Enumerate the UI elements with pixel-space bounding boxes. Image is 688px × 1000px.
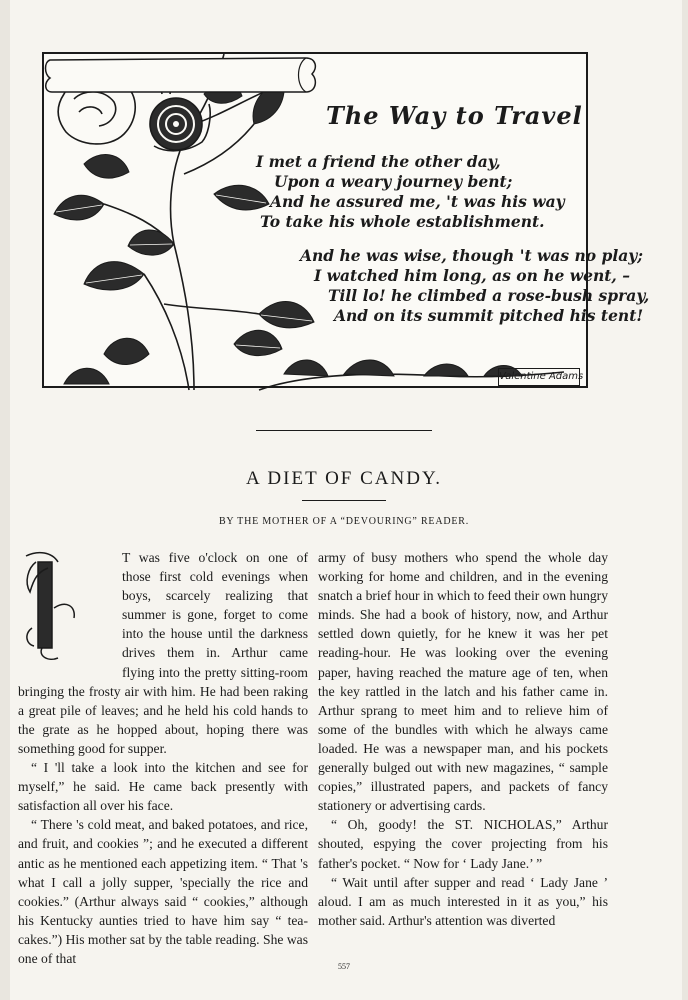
text-column-right (318, 548, 608, 930)
poem-title: The Way to Travel (326, 101, 583, 130)
title-underline (302, 500, 386, 501)
verse-line: To take his whole establishment. (260, 212, 545, 231)
verse-line: I watched him long, as on he went, – (314, 266, 630, 285)
verse-line: I met a friend the other day, (256, 152, 501, 171)
paragraph: “ Wait until after supper and read ‘ Lady Jane ’ aloud. I am as much interested in it as you,” his mother said. Arthur's attention was diverted (318, 874, 608, 928)
verse-line: And he assured me, 't was his way (270, 192, 565, 211)
verse-line: Till lo! he climbed a rose-bush spray, (328, 286, 650, 305)
page-edge-left (0, 0, 10, 1000)
artist-signature: Valentine Adams (498, 368, 580, 386)
paragraph: army of busy mothers who spend the whole day working for home and children, and in the evening snatch a brief hour in which to feed their own hungry minds. She had a book of history, now, and Arthur settled down quietly, for he knew it was her pet reading-hour. He was looking over the evening paper, having reached the mature age of ten, when the key rattled in the latch and his father came in. Arthur sprang to meet him and to relieve him of some of the bundles with which he always came loaded. He was a newspaper man, and his pockets generally bulged out with new magazines, “ sample copies,” illustrated papers, and packets of fancy stationery or advertising cards. (318, 550, 608, 814)
page-edge-right (682, 0, 688, 1000)
poem-verse (244, 152, 650, 326)
article-title: A DIET OF CANDY. (246, 468, 442, 489)
poem-illustration (42, 52, 650, 388)
paragraph: “ There 's cold meat, and baked potatoes, and rice, and fruit, and cookies ”; and he executed a different antic as he mentioned each appetizing item. “ That 's what I call a jolly supper, 'specially the rice and cookies.” (Arthur always said “ cookies,” although his Kentucky aunties tried to have him say “ tea-cakes.”) His mother sat by the table reading. She was one of that (18, 817, 308, 966)
ornamental-initial-icon (18, 548, 118, 666)
verse-line: Upon a weary journey bent; (274, 172, 513, 191)
paragraph: “ I 'll take a look into the kitchen and see for myself,” he said. He came back presently with satisfaction all over his face. (18, 760, 308, 814)
verse-line: And he was wise, though 't was no play; (300, 246, 644, 265)
text-column-left (18, 548, 308, 968)
paragraph: “ Oh, goody! the ST. NICHOLAS,” Arthur shouted, espying the cover projecting from his father's pocket. “ Now for ‘ Lady Jane.’ ” (318, 817, 608, 871)
page-number: 557 (338, 962, 350, 971)
verse-line: And on its summit pitched his tent! (334, 306, 644, 325)
drop-cap (18, 548, 118, 666)
title-scroll-banner (44, 54, 320, 96)
paragraph: T was five o'clock on one of those first cold evenings when boys, scarcely realizing that summer is gone, forget to come into the house until the darkness drives them in. Arthur came flying into the pretty sitting-room bringing the frosty air with him. He had been raking a great pile of leaves; and he held his cold hands to the grate as he hopped about, hoping there was something good for supper. (18, 550, 308, 756)
section-divider (256, 430, 432, 431)
article-byline: BY THE MOTHER OF A “DEVOURING” READER. (218, 516, 470, 527)
